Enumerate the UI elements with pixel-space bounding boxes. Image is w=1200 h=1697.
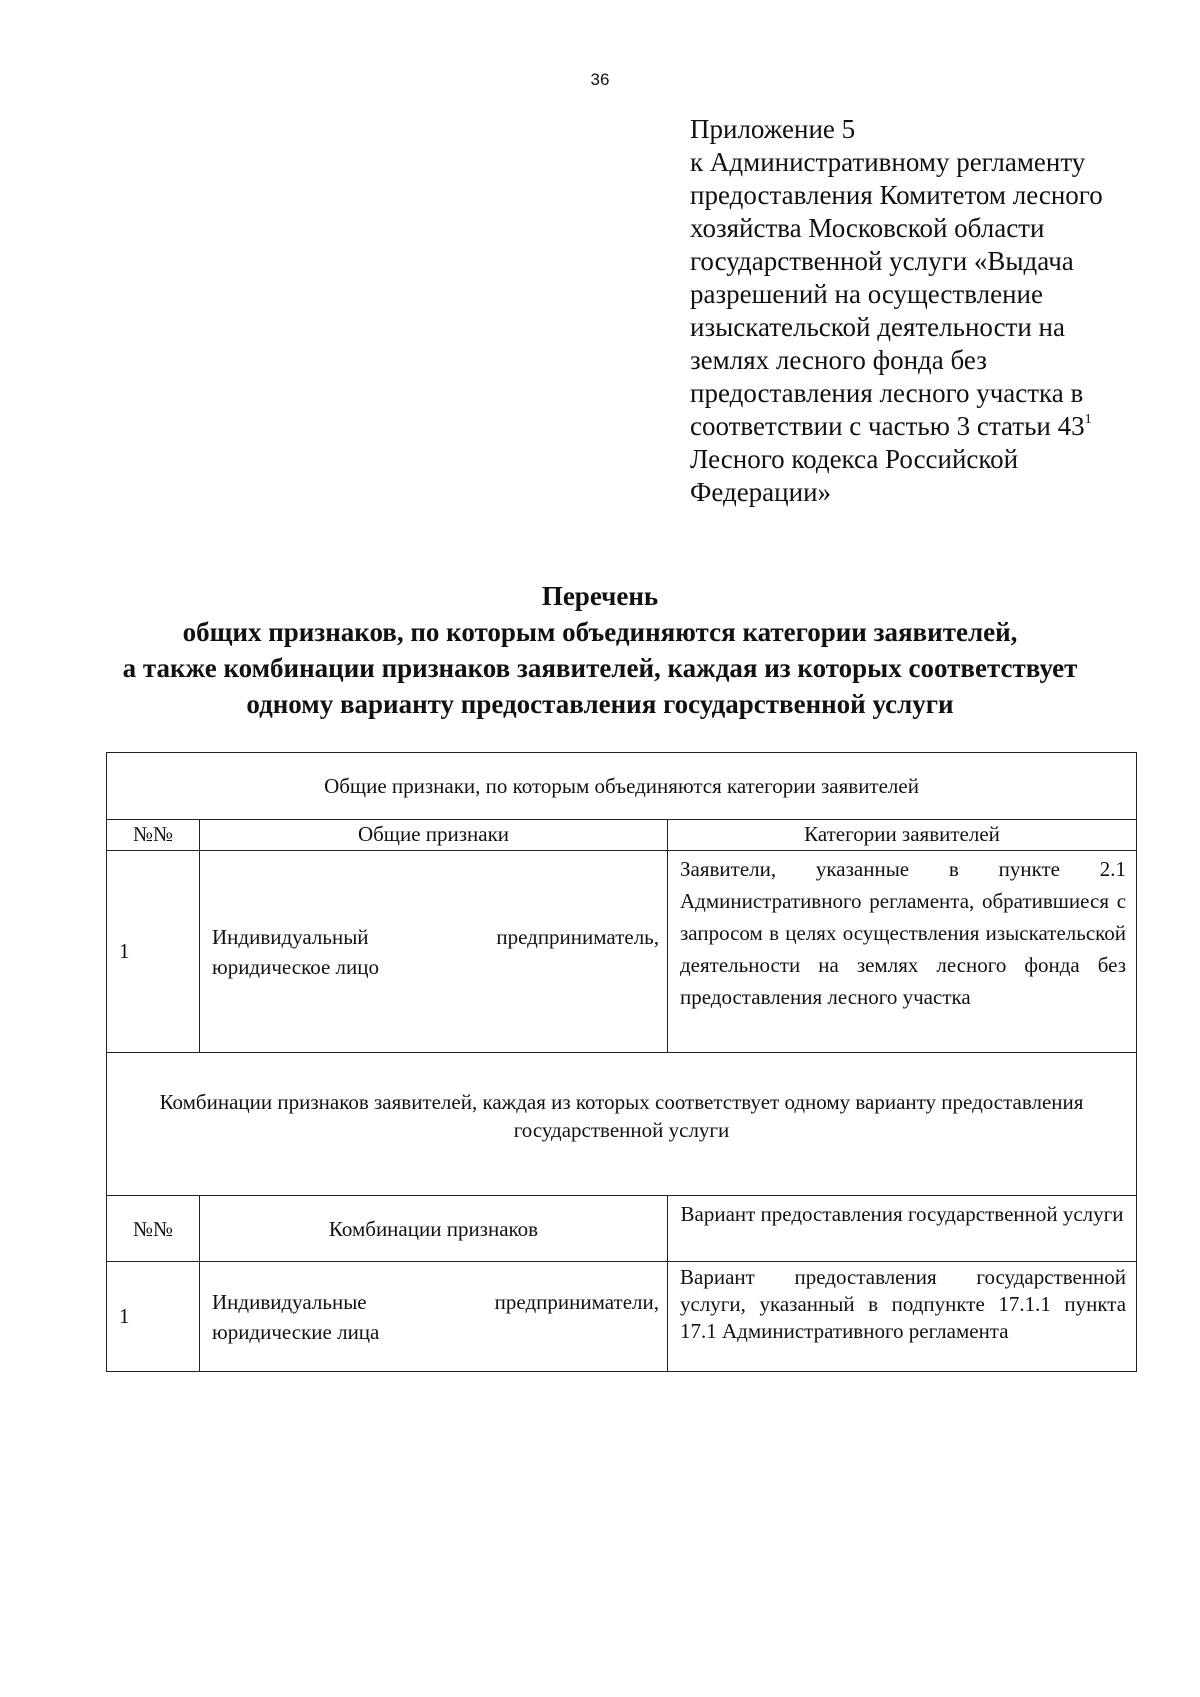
appendix-line: хозяйства Московской области [690, 213, 1045, 243]
title-line: одному варианту предоставления государственной услуги [246, 689, 954, 719]
column-header-signs: Общие признаки [200, 820, 668, 851]
appendix-line: предоставления Комитетом лесного [690, 180, 1103, 210]
article-superscript: 1 [1084, 412, 1092, 427]
row-variant: Вариант предоставления государственной услуги, указанный в подпункте 17.1.1 пункта 17.1 Административного регламента [668, 1262, 1137, 1372]
appendix-line: изыскательской деятельности на [690, 312, 1065, 342]
table-row [107, 851, 1137, 1053]
title-line: а также комбинации признаков заявителей, каждая из которых соответствует [122, 653, 1078, 683]
column-header-number: №№ [107, 1196, 200, 1262]
title-line: Перечень [541, 581, 659, 611]
appendix-line: предоставления лесного участка в [690, 378, 1084, 408]
appendix-line: Лесного кодекса Российской [690, 444, 1019, 474]
document-title [0, 578, 1200, 722]
section1-heading: Общие признаки, по которым объединяются категории заявителей [107, 753, 1137, 820]
appendix-line: государственной услуги «Выдача [690, 246, 1074, 276]
appendix-line: Федерации» [690, 477, 832, 507]
appendix-line-article [690, 410, 1170, 443]
column-header-number: №№ [107, 820, 200, 851]
page-number: 36 [590, 70, 610, 89]
appendix-line: Приложение 5 [690, 114, 856, 144]
row-combination: Индивидуальные предприниматели, юридические лица [200, 1262, 668, 1372]
row-categories: Заявители, указанные в пункте 2.1 Административного регламента, обратившиеся с запросом в целях осуществления изыскательской деятельности на землях лесного фонда без предоставления лесного участка [668, 851, 1137, 1053]
column-header-combinations: Комбинации признаков [200, 1196, 668, 1262]
section2-heading: Комбинации признаков заявителей, каждая из которых соответствует одному варианту предоставления государственной услуги [107, 1053, 1137, 1196]
applicant-categories-table [106, 752, 1137, 1372]
column-header-categories: Категории заявителей [668, 820, 1137, 851]
appendix-header [690, 113, 1170, 509]
appendix-line: разрешений на осуществление [690, 279, 1043, 309]
appendix-line: к Административному регламенту [690, 147, 1086, 177]
title-line: общих признаков, по которым объединяются категории заявителей, [182, 617, 1018, 647]
row-number: 1 [107, 1262, 200, 1372]
row-signs: Индивидуальный предприниматель, юридическое лицо [200, 851, 668, 1053]
appendix-line: землях лесного фонда без [690, 345, 987, 375]
row-number: 1 [107, 851, 200, 1053]
column-header-variant: Вариант предоставления государственной услуги [668, 1196, 1137, 1262]
appendix-line-text: соответствии с частью 3 статьи 43 [690, 411, 1085, 441]
table-row [107, 1262, 1137, 1372]
